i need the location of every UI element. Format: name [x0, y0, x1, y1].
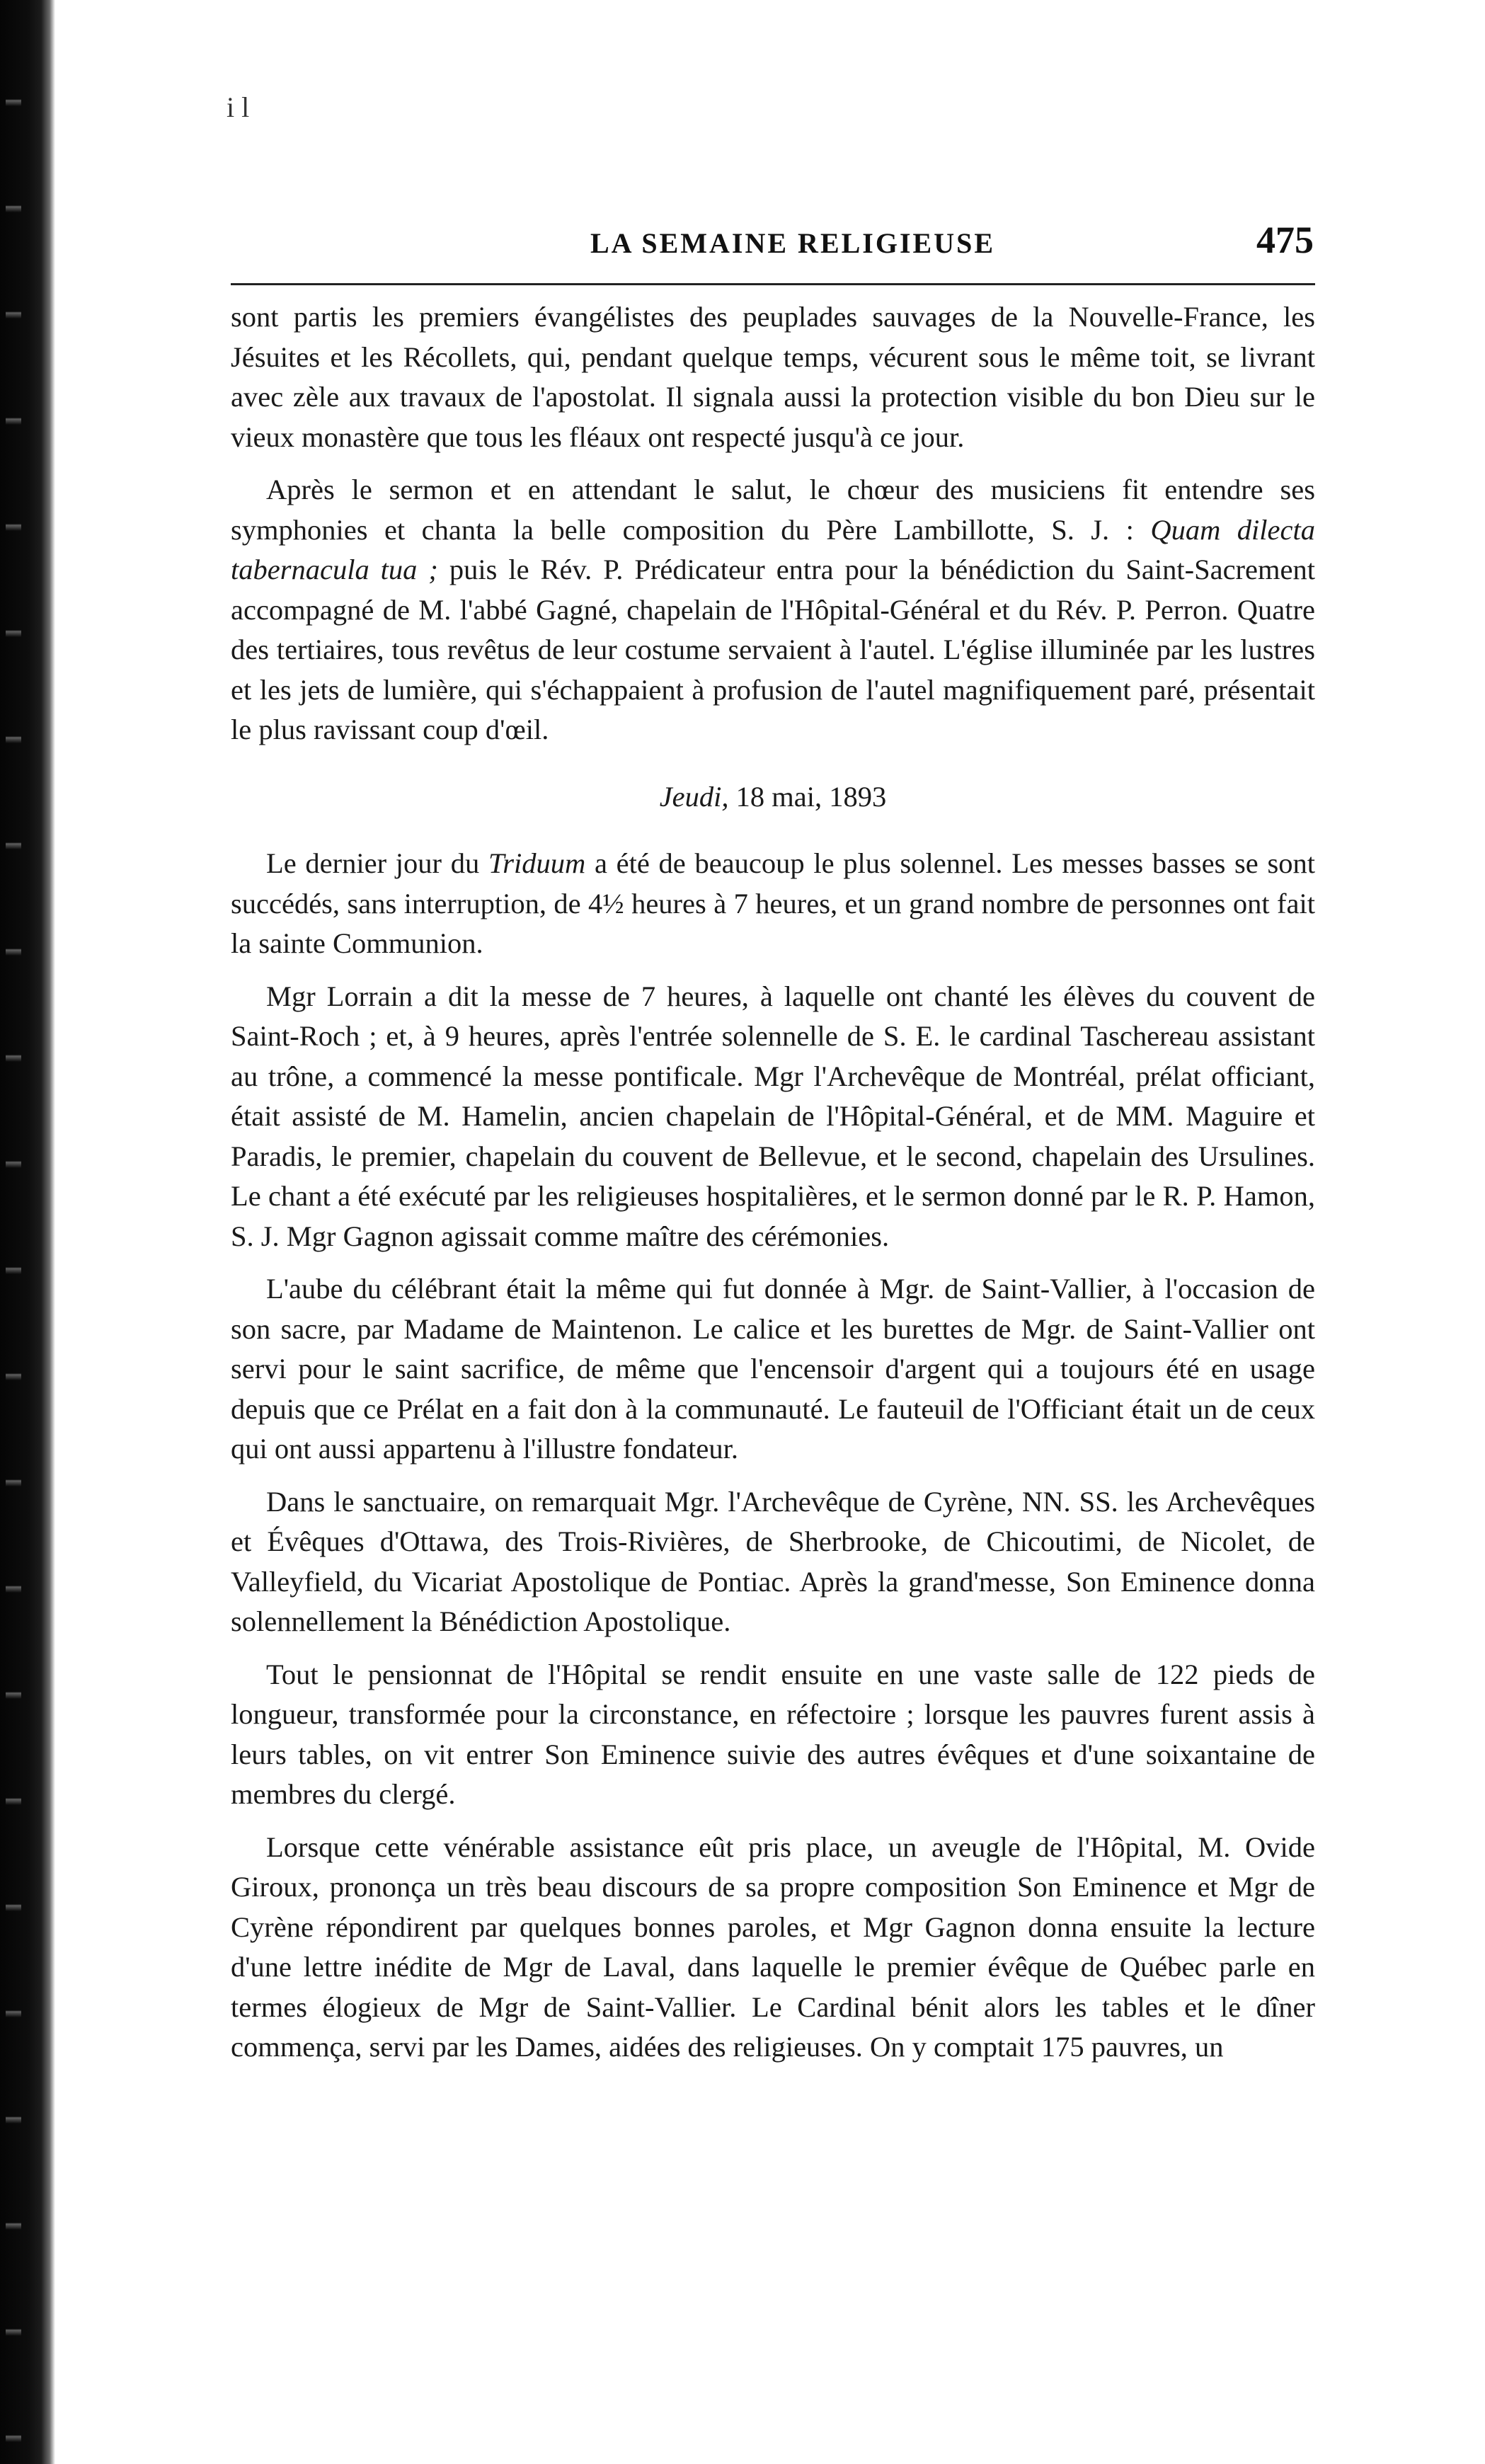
dateline [231, 777, 1315, 818]
paragraph-2-latin-title: Quam dilecta tabernacula tua ; [231, 513, 1315, 585]
paragraph-3 [231, 844, 1315, 964]
paragraph-7: Tout le pensionnat de l'Hôpital se rendit ensuite en une vaste salle de 122 pieds de longueur, transformée pour la circonstance, en réfectoire ; lorsque les pauvres furent assis à leurs tables, on vit entrer Son Eminence suivie des autres évêques et d'une soixantaine de membres du clergé. [231, 1658, 1315, 1810]
dateline-day: Jeudi, [659, 780, 729, 813]
running-title: LA SEMAINE RELIGIEUSE [590, 227, 996, 259]
scan-binding-edge [0, 0, 55, 2464]
paragraph-2-part-b: puis le Rév. P. Prédicateur entra pour la bénédiction du Saint-Sacrement accompagné de M. l'abbé Gagné, chapelain de l'Hôpital-Général et du Rév. P. Perron. Quatre des tertiaires, tous revêtus de leur costume servaient à l'autel. L'église illuminée par les lustres et les jets de lumière, qui s'échappaient à profusion de l'autel magnifiquement paré, présentait le plus ravissant coup d'œil. [231, 554, 1315, 745]
paragraph-1: sont partis les premiers évangélistes des peuplades sauvages de la Nouvelle-France, les Jésuites et les Récollets, qui, pendant quelque temps, vécurent sous le même toit, se livrant avec zèle aux travaux de l'apostolat. Il signala aussi la protection visible du bon Dieu sur le vieux monastère que tous les fléaux ont respecté jusqu'à ce jour. [231, 301, 1315, 453]
header-rule [231, 283, 1315, 285]
corner-mark: i l [227, 91, 250, 123]
paragraph-8: Lorsque cette vénérable assistance eût pris place, un aveugle de l'Hôpital, M. Ovide Giroux, prononça un très beau discours de sa propre composition Son Eminence et Mgr de Cyrène répondirent par quelques bonnes paroles, et Mgr Gagnon donna ensuite la lecture d'une lettre inédite de Mgr de Laval, dans laquelle le premier évêque de Québec parle en termes élogieux de Mgr de Saint-Vallier. Le Cardinal bénit alors les tables et le dîner commença, servi par les Dames, aidées des religieuses. On y comptait 175 pauvres, un [231, 1830, 1315, 2063]
paragraph-3-part-a: Le dernier jour du [266, 847, 488, 879]
paragraph-2 [231, 470, 1315, 750]
paragraph-4: Mgr Lorrain a dit la messe de 7 heures, à laquelle ont chanté les élèves du couvent de Saint-Roch ; et, à 9 heures, après l'entrée solennelle de S. E. le cardinal Taschereau assistant au trône, a commencé la messe pontificale. Mgr l'Archevêque de Montréal, prélat officiant, était assisté de M. Hamelin, ancien chapelain de l'Hôpital-Général, et de MM. Maguire et Paradis, le premier, chapelain du couvent de Bellevue, et le second, chapelain des Ursulines. Le chant a été exécuté par les religieuses hospitalières, et le sermon donné par le R. P. Hamon, S. J. Mgr Gagnon agissait comme maître des cérémonies. [231, 980, 1315, 1252]
page-number: 475 [1256, 219, 1314, 261]
paragraph-2-part-a: Après le sermon et en attendant le salut, le chœur des musiciens fit entendre ses symphonies et chanta la belle composition du Père Lambillotte, S. J. : [231, 474, 1315, 546]
paragraph-3-triduum: Triduum [488, 847, 586, 879]
page-header [231, 218, 1314, 282]
paragraph-3-part-b: a été de beaucoup le plus solennel. Les messes basses se sont succédés, sans interruption, de 4½ heures à 7 heures, et un grand nombre de personnes ont fait la sainte Communion. [231, 847, 1315, 959]
paragraph-5: L'aube du célébrant était la même qui fut donnée à Mgr. de Saint-Vallier, à l'occasion de son sacre, par Madame de Maintenon. Le calice et les burettes de Mgr. de Saint-Vallier ont servi pour le saint sacrifice, de même que l'encensoir d'argent qui a toujours été en usage depuis que ce Prélat en a fait don à la communauté. Le fauteuil de l'Officiant était un de ceux qui ont aussi appartenu à l'illustre fondateur. [231, 1273, 1315, 1465]
page-body [231, 297, 1315, 2080]
paragraph-6: Dans le sanctuaire, on remarquait Mgr. l'Archevêque de Cyrène, NN. SS. les Archevêques et Évêques d'Ottawa, des Trois-Rivières, de Sherbrooke, de Chicoutimi, de Nicolet, de Valleyfield, du Vicariat Apostolique de Pontiac. Après la grand'messe, Son Eminence donna solennellement la Bénédiction Apostolique. [231, 1485, 1315, 1637]
dateline-date: 18 mai, 1893 [728, 780, 887, 813]
